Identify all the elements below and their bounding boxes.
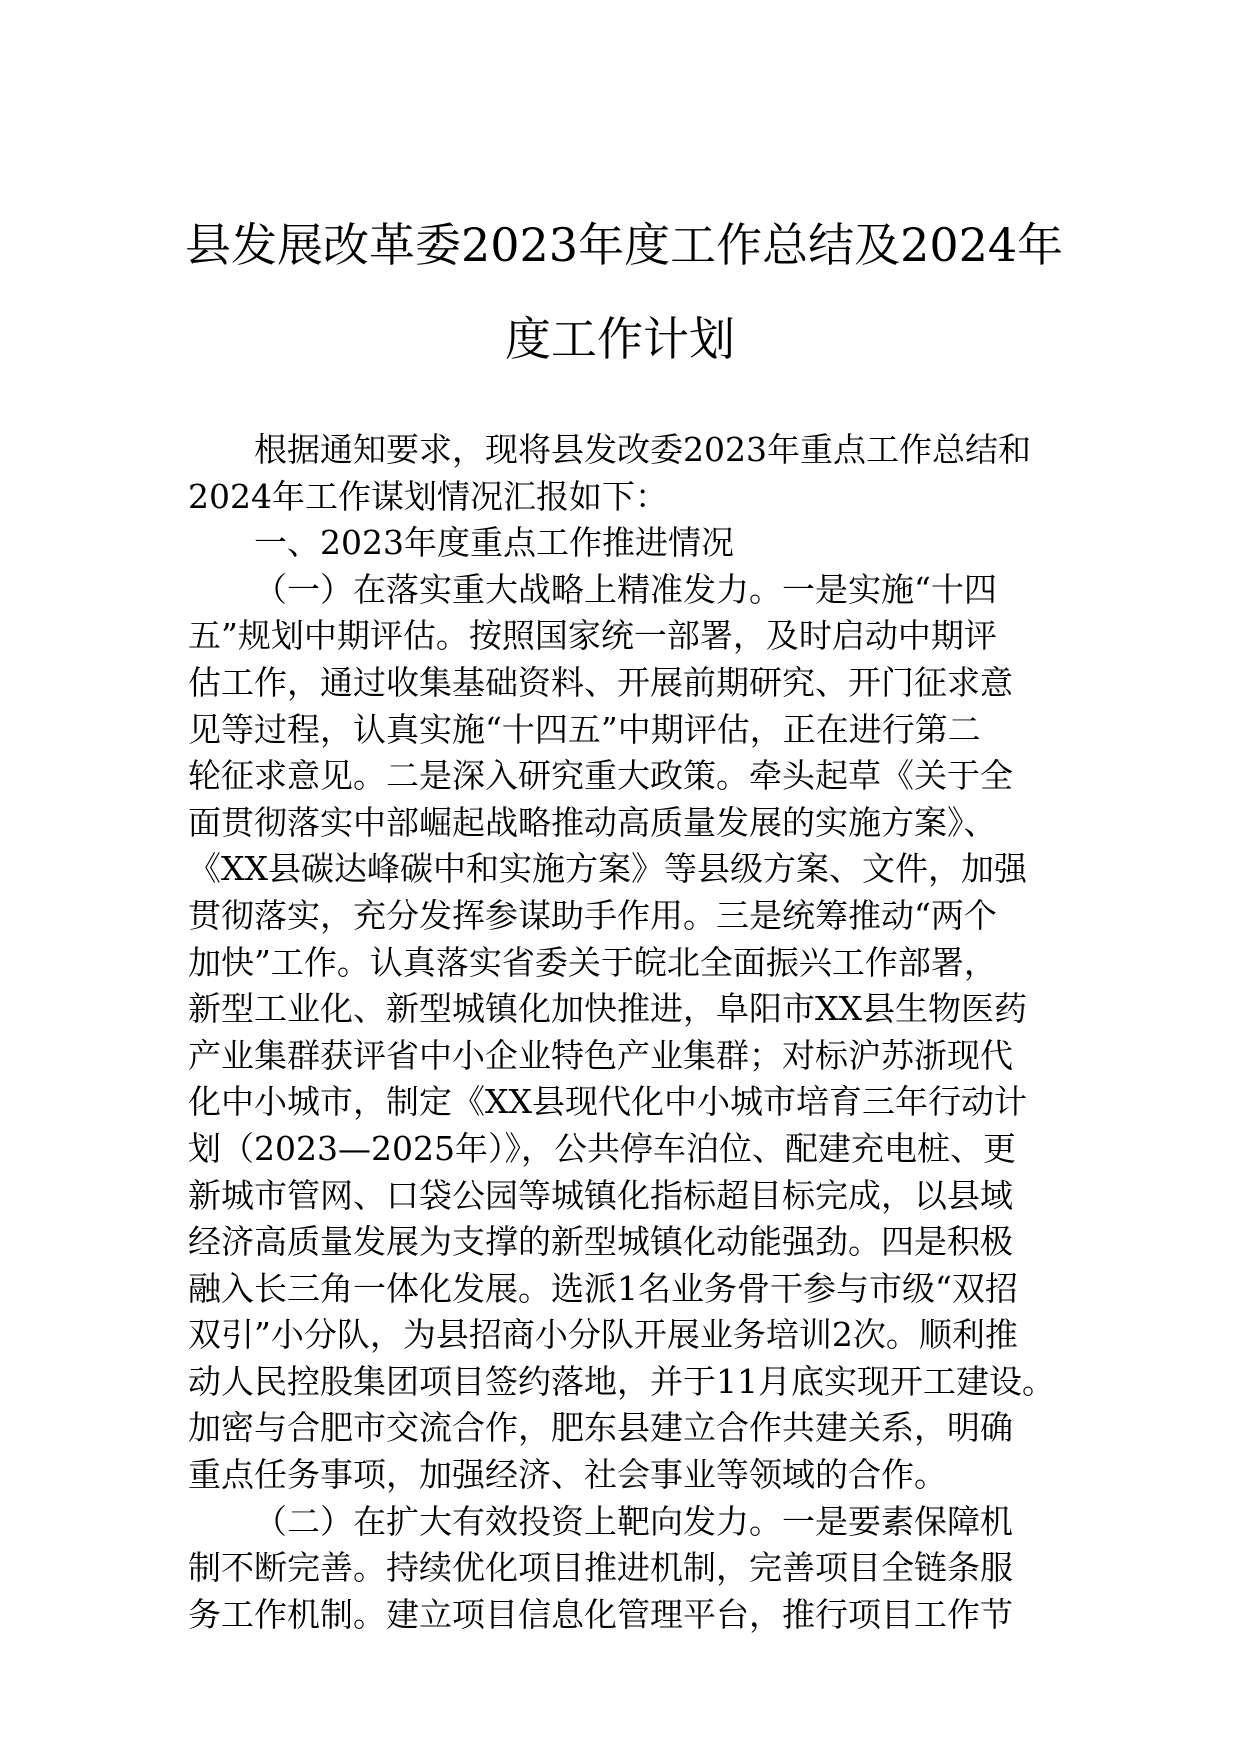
document-body bbox=[188, 427, 1068, 1638]
paragraph-line: （一）在落实重大战略上精准发力。一是实施“十四 bbox=[254, 569, 997, 609]
paragraph-line: 化中小城市，制定《XX县现代化中小城市培育三年行动计 bbox=[188, 1082, 1027, 1122]
section-heading: 一、2023年度重点工作推进情况 bbox=[254, 523, 734, 563]
paragraph-line: 制不断完善。持续优化项目推进机制，完善项目全链条服 bbox=[188, 1548, 1013, 1588]
paragraph-line: 加快”工作。认真落实省委关于皖北全面振兴工作部署， bbox=[188, 942, 997, 982]
paragraph-line: 新城市管网、口袋公园等城镇化指标超目标完成，以县域 bbox=[188, 1175, 1013, 1215]
paragraph-line: 划（2023—2025年）》，公共停车泊位、配建充电桩、更 bbox=[188, 1128, 1016, 1168]
paragraph-line: 《XX县碳达峰碳中和实施方案》等县级方案、文件，加强 bbox=[188, 849, 1027, 889]
paragraph-line: 产业集群获评省中小企业特色产业集群；对标沪苏浙现代 bbox=[188, 1035, 1013, 1075]
paragraph-line: 重点任务事项，加强经济、社会事业等领域的合作。 bbox=[188, 1455, 947, 1495]
paragraph-line: 面贯彻落实中部崛起战略推动高质量发展的实施方案》、 bbox=[188, 802, 997, 842]
paragraph-line: 轮征求意见。二是深入研究重大政策。牵头起草《关于全 bbox=[188, 756, 1013, 796]
paragraph-line: 务工作机制。建立项目信息化管理平台，推行项目工作节 bbox=[188, 1594, 1013, 1634]
paragraph-line: 根据通知要求，现将县发改委2023年重点工作总结和 bbox=[254, 430, 1031, 469]
paragraph-line: 加密与合肥市交流合作，肥东县建立合作共建关系，明确 bbox=[188, 1408, 1013, 1448]
paragraph-line: 新型工业化、新型城镇化加快推进，阜阳市XX县生物医药 bbox=[188, 989, 1027, 1029]
paragraph-line: 经济高质量发展为支撑的新型城镇化动能强劲。四是积极 bbox=[188, 1222, 1013, 1262]
paragraph-line: 估工作，通过收集基础资料、开展前期研究、开门征求意 bbox=[188, 662, 1013, 702]
paragraph-line: 见等过程，认真实施“十四五”中期评估，正在进行第二 bbox=[188, 709, 981, 749]
title-line: 度工作计划 bbox=[505, 312, 735, 366]
paragraph-line: 五”规划中期评估。按照国家统一部署，及时启动中期评 bbox=[188, 616, 997, 656]
paragraph-line: 2024年工作谋划情况汇报如下： bbox=[188, 476, 668, 516]
paragraph-line: 贯彻落实，充分发挥参谋助手作用。三是统筹推动“两个 bbox=[188, 895, 997, 935]
document-title bbox=[185, 198, 1064, 386]
title-line: 县发展改革委2023年度工作总结及2024年 bbox=[185, 218, 1064, 272]
paragraph-line: （二）在扩大有效投资上靶向发力。一是要素保障机 bbox=[254, 1501, 1013, 1541]
paragraph-line: 融入长三角一体化发展。选派1名业务骨干参与市级“双招 bbox=[188, 1268, 1018, 1308]
paragraph-line: 双引”小分队，为县招商小分队开展业务培训2次。顺利推 bbox=[188, 1315, 1018, 1355]
paragraph-line: 动人民控股集团项目签约落地，并于11月底实现开工建设。 bbox=[188, 1361, 1055, 1401]
